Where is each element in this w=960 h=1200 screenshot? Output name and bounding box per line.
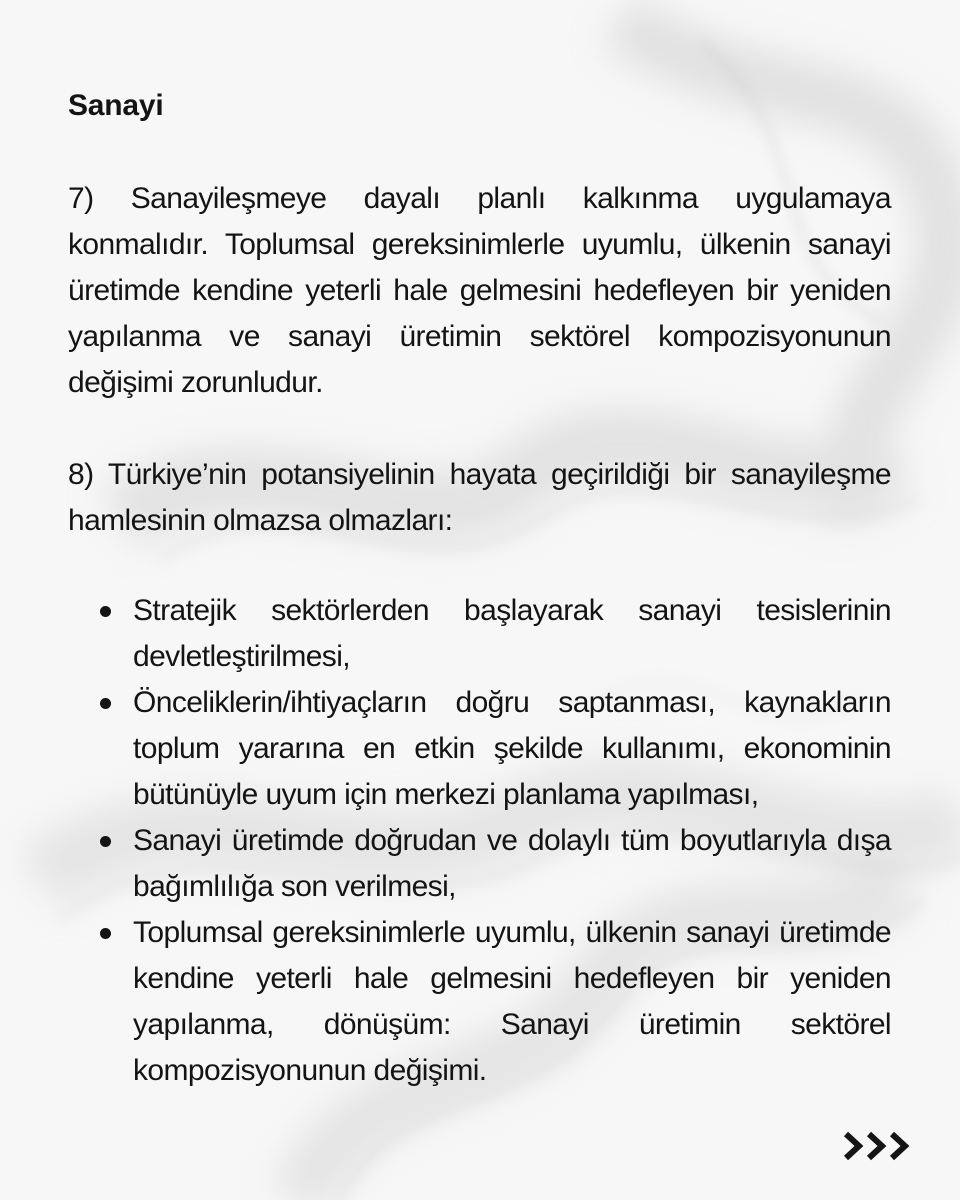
list-item-text: Toplumsal gereksinimlerle uyumlu, ülkenin sanayi üretimde kendine yeterli hale gelmesini hedefleyen bir yeniden yapılanma, dönüşüm: Sanayi üretimin sektörel kompozisyonunun değişimi. bbox=[133, 916, 891, 1087]
list-item bbox=[68, 818, 891, 910]
triple-chevron-right-icon[interactable] bbox=[843, 1128, 913, 1164]
bullet-dot-icon bbox=[100, 698, 111, 709]
bullet-dot-icon bbox=[100, 606, 111, 617]
list-item-text: Sanayi üretimde doğrudan ve dolaylı tüm boyutlarıyla dışa bağımlılığa son verilmesi, bbox=[133, 824, 891, 903]
paragraph-8: 8) Türkiye’nin potansiyelinin hayata geçirildiği bir sanayileşme hamlesinin olmazsa olmazları: bbox=[68, 458, 891, 537]
list-item bbox=[68, 680, 891, 818]
content-block bbox=[68, 82, 891, 1094]
bullet-list bbox=[68, 588, 891, 1094]
list-item-text: Önceliklerin/ihtiyaçların doğru saptanması, kaynakların toplum yararına en etkin şekilde kullanımı, ekonominin bütünüyle uyum için merkezi planlama yapılması, bbox=[133, 686, 891, 811]
paragraph-7: 7) Sanayileşmeye dayalı planlı kalkınma uygulamaya konmalıdır. Toplumsal gereksinimlerle uyumlu, ülkenin sanayi üretimde kendine yeterli hale gelmesini hedefleyen bir yeniden yapılanma ve sanayi üretimin sektörel kompozisyonunun değişimi zorunludur. bbox=[68, 182, 891, 399]
page-title: Sanayi bbox=[68, 89, 164, 122]
bullet-dot-icon bbox=[100, 836, 111, 847]
list-item bbox=[68, 588, 891, 680]
list-item bbox=[68, 910, 891, 1094]
list-item-text: Stratejik sektörlerden başlayarak sanayi tesislerinin devletleştirilmesi, bbox=[133, 594, 891, 673]
bullet-dot-icon bbox=[100, 928, 111, 939]
